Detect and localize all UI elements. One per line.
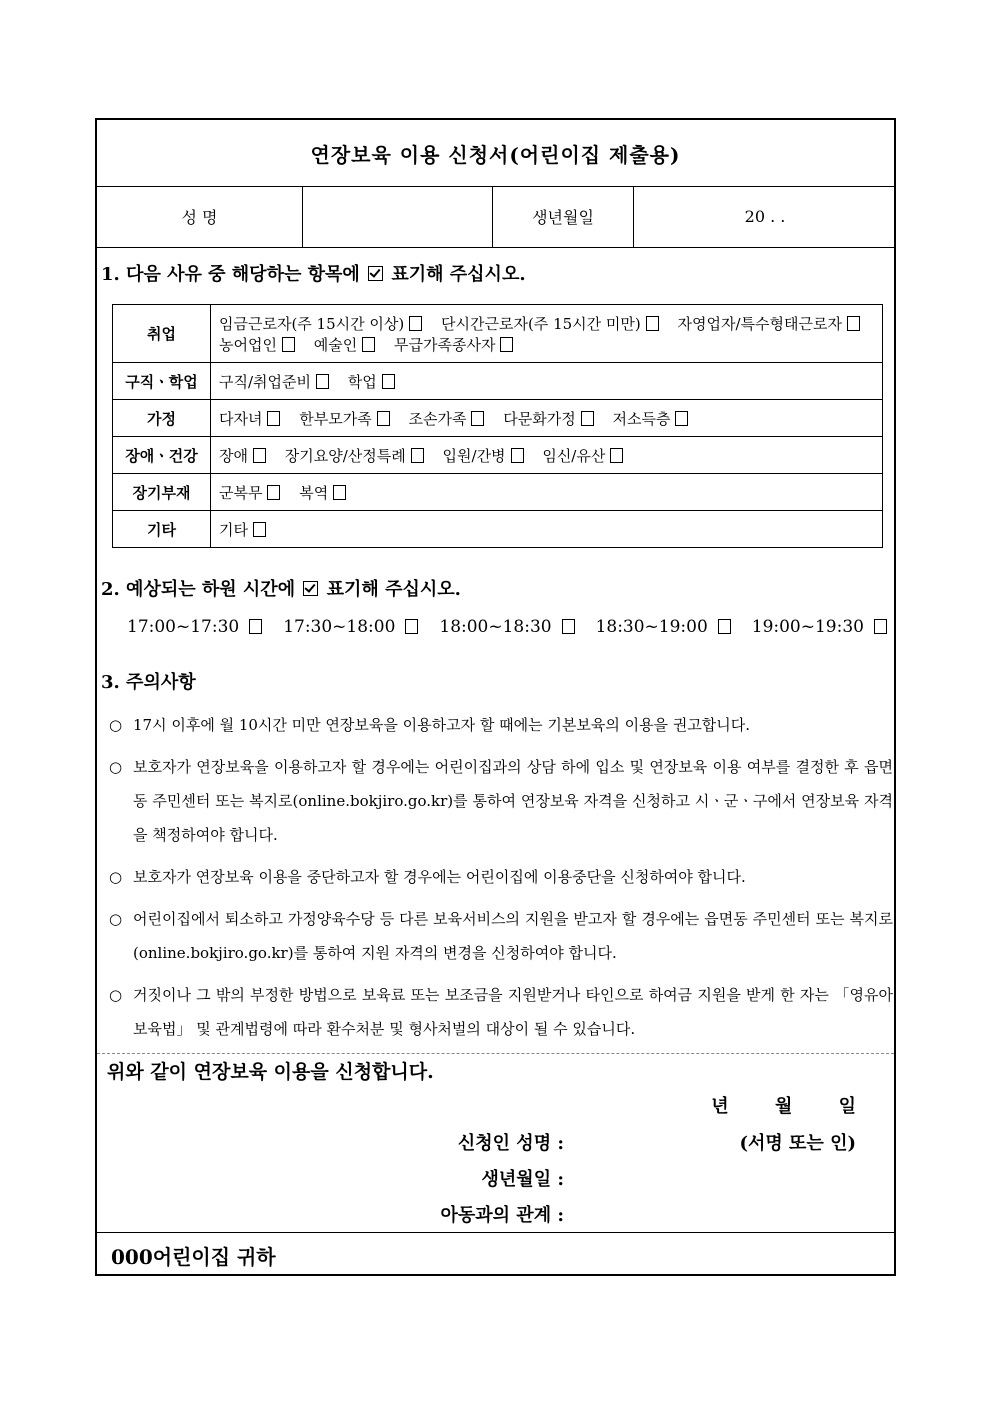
note-text: 거짓이나 그 밖의 부정한 방법으로 보육료 또는 보조금을 지원받거나 타인으로 하여금 지원을 받게 한 자는 「영유아보육법」 및 관계법령에 따라 환수처분 및 형사처벌의 대상이 될 수 있습니다.	[133, 986, 893, 1038]
checkbox-icon[interactable]	[316, 374, 329, 389]
option-label: 학업	[347, 372, 377, 391]
checkbox-icon[interactable]	[253, 522, 266, 537]
section2-heading-text: 2. 예상되는 하원 시간에	[101, 579, 296, 600]
checkbox-checked-icon	[368, 266, 383, 281]
checkbox-icon[interactable]	[562, 619, 575, 634]
category-disability-health: 장애ㆍ건강	[113, 437, 211, 474]
bullet-icon: ○	[109, 868, 123, 886]
option-label: 조손가족	[408, 409, 467, 428]
checkbox-icon[interactable]	[362, 337, 375, 352]
time-option[interactable]	[596, 617, 731, 637]
checkbox-icon[interactable]	[382, 374, 395, 389]
option-label: 다문화가정	[503, 409, 576, 428]
section1-heading-text: 1. 다음 사유 중 해당하는 항목에	[101, 264, 360, 285]
pickup-time-options	[127, 617, 887, 637]
time-option[interactable]	[127, 617, 262, 637]
applicant-name-label: 신청인 성명 :	[457, 1133, 564, 1154]
reason-table	[112, 304, 883, 548]
checkbox-icon[interactable]	[409, 316, 422, 331]
options-cell	[211, 437, 883, 474]
time-option[interactable]	[283, 617, 418, 637]
recipient-label: 000어린이집 귀하	[111, 1245, 276, 1269]
time-label: 17:00~17:30	[127, 617, 240, 637]
section3-heading: 3. 주의사항	[101, 672, 196, 693]
category-other: 기타	[113, 511, 211, 548]
option-checkbox[interactable]	[314, 336, 375, 354]
option-label: 농어업인	[219, 335, 277, 354]
options-cell	[211, 474, 883, 511]
checkbox-icon[interactable]	[249, 619, 262, 634]
note-item	[109, 860, 893, 894]
checkbox-checked-icon	[303, 581, 318, 596]
table-row	[113, 437, 883, 474]
section1-heading	[101, 260, 526, 286]
section2-heading	[101, 575, 461, 601]
checkbox-icon[interactable]	[405, 619, 418, 634]
option-label: 장애	[219, 446, 248, 465]
checkbox-icon[interactable]	[847, 316, 860, 331]
option-label: 한부모가족	[299, 409, 372, 428]
note-item	[109, 902, 893, 970]
note-item	[109, 978, 893, 1046]
option-checkbox[interactable]	[219, 336, 295, 354]
checkbox-icon[interactable]	[267, 411, 280, 426]
option-label: 자영업자/특수형태근로자	[677, 314, 842, 333]
note-item	[109, 750, 893, 852]
application-statement: 위와 같이 연장보육 이용을 신청합니다.	[107, 1061, 434, 1083]
checkbox-icon[interactable]	[610, 448, 623, 463]
note-item	[109, 708, 893, 742]
checkbox-icon[interactable]	[267, 485, 280, 500]
bullet-icon: ○	[109, 758, 123, 776]
category-family: 가정	[113, 400, 211, 437]
option-checkbox[interactable]	[219, 484, 280, 502]
name-label: 성 명	[97, 186, 303, 247]
checkbox-icon[interactable]	[282, 337, 295, 352]
options-cell	[211, 511, 883, 548]
applicant-info-row	[97, 186, 894, 248]
option-label: 임신/유산	[542, 446, 606, 465]
option-label: 무급가족종사자	[394, 335, 496, 354]
checkbox-icon[interactable]	[718, 619, 731, 634]
birth-field[interactable]: 20 . .	[744, 207, 786, 226]
birth-label: 생년월일	[493, 186, 634, 247]
checkbox-icon[interactable]	[253, 448, 266, 463]
checkbox-icon[interactable]	[377, 411, 390, 426]
option-label: 저소득층	[612, 409, 671, 428]
options-cell	[211, 363, 883, 400]
options-cell	[211, 400, 883, 437]
option-checkbox[interactable]	[219, 315, 422, 333]
category-job-study: 구직ㆍ학업	[113, 363, 211, 400]
checkbox-icon[interactable]	[511, 448, 524, 463]
section1-heading-suffix: 표기해 주십시오.	[391, 264, 526, 285]
option-checkbox[interactable]	[219, 373, 329, 391]
option-label: 기타	[219, 520, 248, 539]
table-row	[113, 474, 883, 511]
option-checkbox[interactable]	[299, 410, 389, 428]
category-long-absence: 장기부재	[113, 474, 211, 511]
name-field[interactable]	[303, 186, 493, 247]
note-text: 보호자가 연장보육 이용을 중단하고자 할 경우에는 어린이집에 이용중단을 신청하여야 합니다.	[133, 868, 746, 886]
checkbox-icon[interactable]	[646, 316, 659, 331]
option-label: 예술인	[313, 335, 358, 354]
option-checkbox[interactable]	[678, 315, 860, 333]
time-label: 19:00~19:30	[751, 617, 864, 637]
table-row	[113, 400, 883, 437]
application-section	[97, 1053, 894, 1234]
option-checkbox[interactable]	[219, 521, 266, 539]
option-checkbox[interactable]	[348, 373, 395, 391]
option-label: 장기요양/산정특례	[284, 446, 406, 465]
options-cell	[211, 305, 883, 363]
time-option[interactable]	[439, 617, 574, 637]
table-row	[113, 363, 883, 400]
time-option[interactable]	[752, 617, 887, 637]
option-label: 구직/취업준비	[219, 372, 311, 391]
application-date[interactable]: 년 월 일	[711, 1096, 856, 1117]
relation-label: 아동과의 관계 :	[440, 1205, 564, 1226]
option-label: 임금근로자(주 15시간 이상)	[219, 314, 405, 333]
category-employment: 취업	[113, 305, 211, 363]
bullet-icon: ○	[109, 716, 123, 734]
option-checkbox[interactable]	[219, 447, 266, 465]
option-checkbox[interactable]	[441, 315, 659, 333]
applicant-birth-label: 생년월일 :	[481, 1169, 564, 1190]
bullet-icon: ○	[109, 986, 123, 1004]
option-checkbox[interactable]	[503, 410, 593, 428]
table-row	[113, 511, 883, 548]
checkbox-icon[interactable]	[675, 411, 688, 426]
time-label: 18:30~19:00	[595, 617, 708, 637]
recipient-footer	[97, 1232, 894, 1277]
option-label: 다자녀	[219, 409, 263, 428]
checkbox-icon[interactable]	[333, 485, 346, 500]
section2-heading-suffix: 표기해 주십시오.	[326, 579, 461, 600]
application-form	[95, 118, 896, 1276]
time-label: 18:00~18:30	[439, 617, 552, 637]
checkbox-icon[interactable]	[874, 619, 887, 634]
option-label: 군복무	[219, 483, 263, 502]
option-checkbox[interactable]	[394, 336, 513, 354]
note-text: 보호자가 연장보육을 이용하고자 할 경우에는 어린이집과의 상담 하에 입소 및 연장보육 이용 여부를 결정한 후 읍면동 주민센터 또는 복지로(online.bokjiro.go.kr)를 통하여 연장보육 자격을 신청하고 시ㆍ군ㆍ구에서 연장보육 자격을 책정하여야 합니다.	[133, 758, 893, 844]
checkbox-icon[interactable]	[471, 411, 484, 426]
notes-list	[109, 708, 893, 1054]
option-checkbox[interactable]	[219, 410, 280, 428]
option-label: 복역	[299, 483, 329, 502]
option-checkbox[interactable]	[299, 484, 346, 502]
option-checkbox[interactable]	[542, 447, 623, 465]
checkbox-icon[interactable]	[581, 411, 594, 426]
signature-label[interactable]: (서명 또는 인)	[739, 1133, 856, 1154]
time-label: 17:30~18:00	[283, 617, 396, 637]
option-label: 단시간근로자(주 15시간 미만)	[441, 314, 641, 333]
form-title: 연장보육 이용 신청서(어린이집 제출용)	[97, 120, 894, 187]
note-text: 17시 이후에 월 10시간 미만 연장보육을 이용하고자 할 때에는 기본보육의 이용을 권고합니다.	[133, 716, 751, 734]
bullet-icon: ○	[109, 910, 123, 928]
option-checkbox[interactable]	[443, 447, 524, 465]
note-text: 어린이집에서 퇴소하고 가정양육수당 등 다른 보육서비스의 지원을 받고자 할 경우에는 읍면동 주민센터 또는 복지로(online.bokjiro.go.kr)를 통하여 지원 자격의 변경을 신청하여야 합니다.	[133, 910, 893, 962]
option-checkbox[interactable]	[409, 410, 485, 428]
checkbox-icon[interactable]	[500, 337, 513, 352]
option-checkbox[interactable]	[612, 410, 688, 428]
option-checkbox[interactable]	[285, 447, 424, 465]
option-label: 입원/간병	[442, 446, 506, 465]
table-row	[113, 305, 883, 363]
checkbox-icon[interactable]	[411, 448, 424, 463]
